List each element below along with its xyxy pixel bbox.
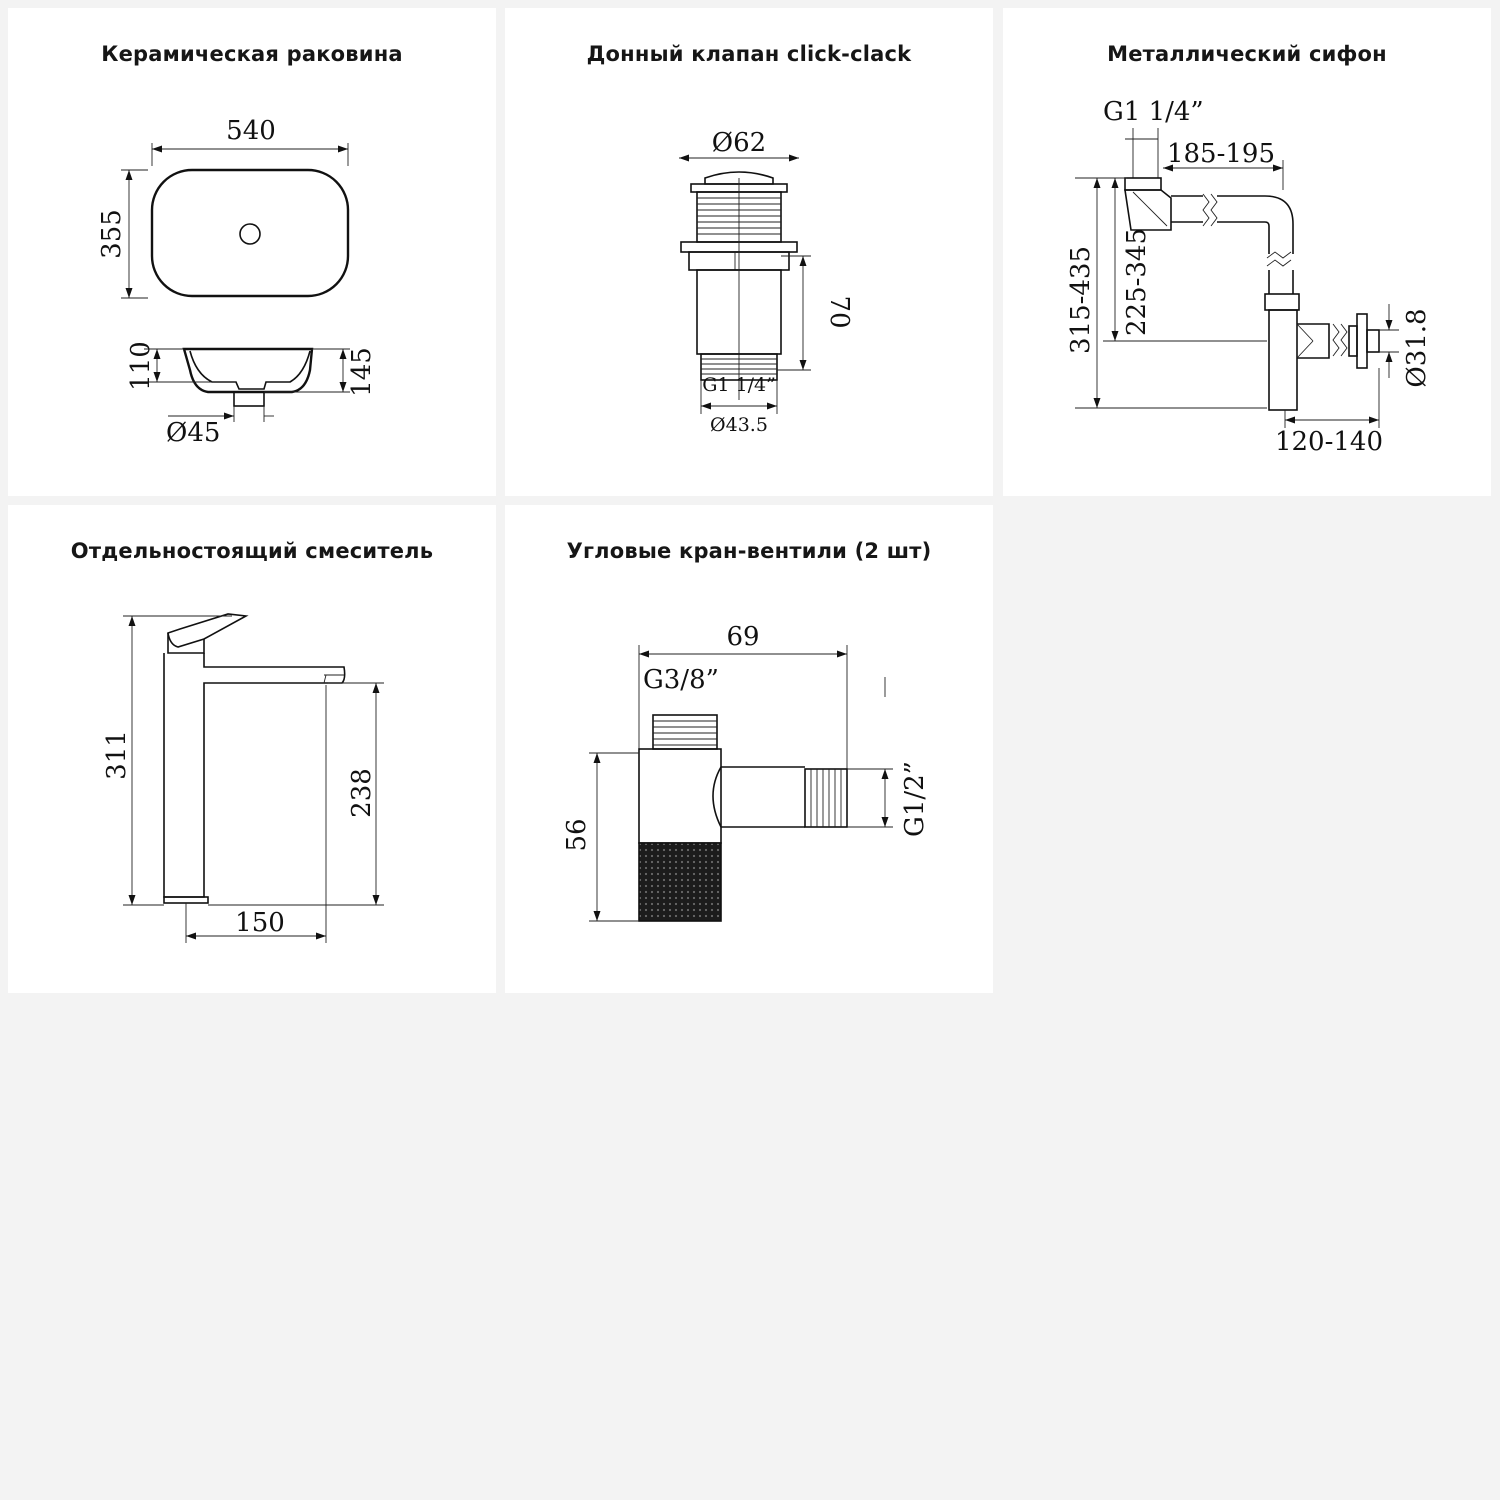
dim-cap-dia: Ø62: [711, 128, 767, 158]
panel-title: Отдельностоящий смеситель: [70, 539, 434, 563]
panel-standalone-mixer: [8, 505, 496, 993]
dim-outer-height: 145: [347, 347, 377, 397]
panel-title: Металлический сифон: [1107, 42, 1387, 66]
panel-title: Донный клапан click-clack: [586, 42, 912, 66]
panel-click-clack-drain: [505, 8, 993, 496]
dim-outlet-thread: G1/2”: [900, 761, 930, 837]
dim-outlet-dia: Ø31.8: [1402, 308, 1432, 388]
drain-drawing: [505, 8, 993, 496]
panel-title: Угловые кран-вентили (2 шт): [566, 539, 932, 563]
mixer-drawing: [8, 505, 496, 993]
sink-top-view: [152, 170, 348, 296]
sink-drawing: [8, 8, 496, 496]
knurled-handle: [639, 843, 721, 921]
dim-inner-height: 225-345: [1122, 227, 1152, 337]
dim-inner-height: 110: [126, 341, 156, 391]
panel-angle-valves: [505, 505, 993, 993]
dim-depth: 120-140: [1274, 427, 1384, 457]
dim-depth: 355: [97, 209, 127, 259]
mixer-body: [164, 614, 345, 903]
dim-thread: G1 1/4”: [702, 374, 776, 396]
sink-side-view: [184, 349, 312, 392]
dim-spout-reach: 150: [235, 908, 285, 938]
dim-inlet-thread: G3/8”: [643, 665, 719, 695]
dim-spout-height: 238: [347, 768, 377, 818]
dim-horizontal: 185-195: [1166, 139, 1276, 169]
drain-body: [681, 172, 797, 400]
valve-body: [639, 715, 847, 921]
panel-ceramic-sink: [8, 8, 496, 496]
valve-drawing: [505, 505, 993, 993]
dim-length: 69: [726, 622, 760, 652]
siphon-drawing: [1003, 8, 1491, 496]
dim-height: 70: [824, 295, 854, 329]
dim-width: 540: [226, 116, 276, 146]
panel-title: Керамическая раковина: [101, 42, 403, 66]
dim-thread-dia: Ø43.5: [710, 414, 768, 436]
siphon-body: [1125, 178, 1379, 410]
dim-total-height: 311: [102, 730, 132, 780]
drain-hole: [240, 224, 260, 244]
dim-thread: G1 1/4”: [1103, 97, 1204, 127]
dim-total-height: 315-435: [1066, 245, 1096, 355]
dim-height: 56: [562, 818, 592, 852]
panel-metal-siphon: [1003, 8, 1491, 496]
dim-drain-dia: Ø45: [166, 418, 221, 448]
